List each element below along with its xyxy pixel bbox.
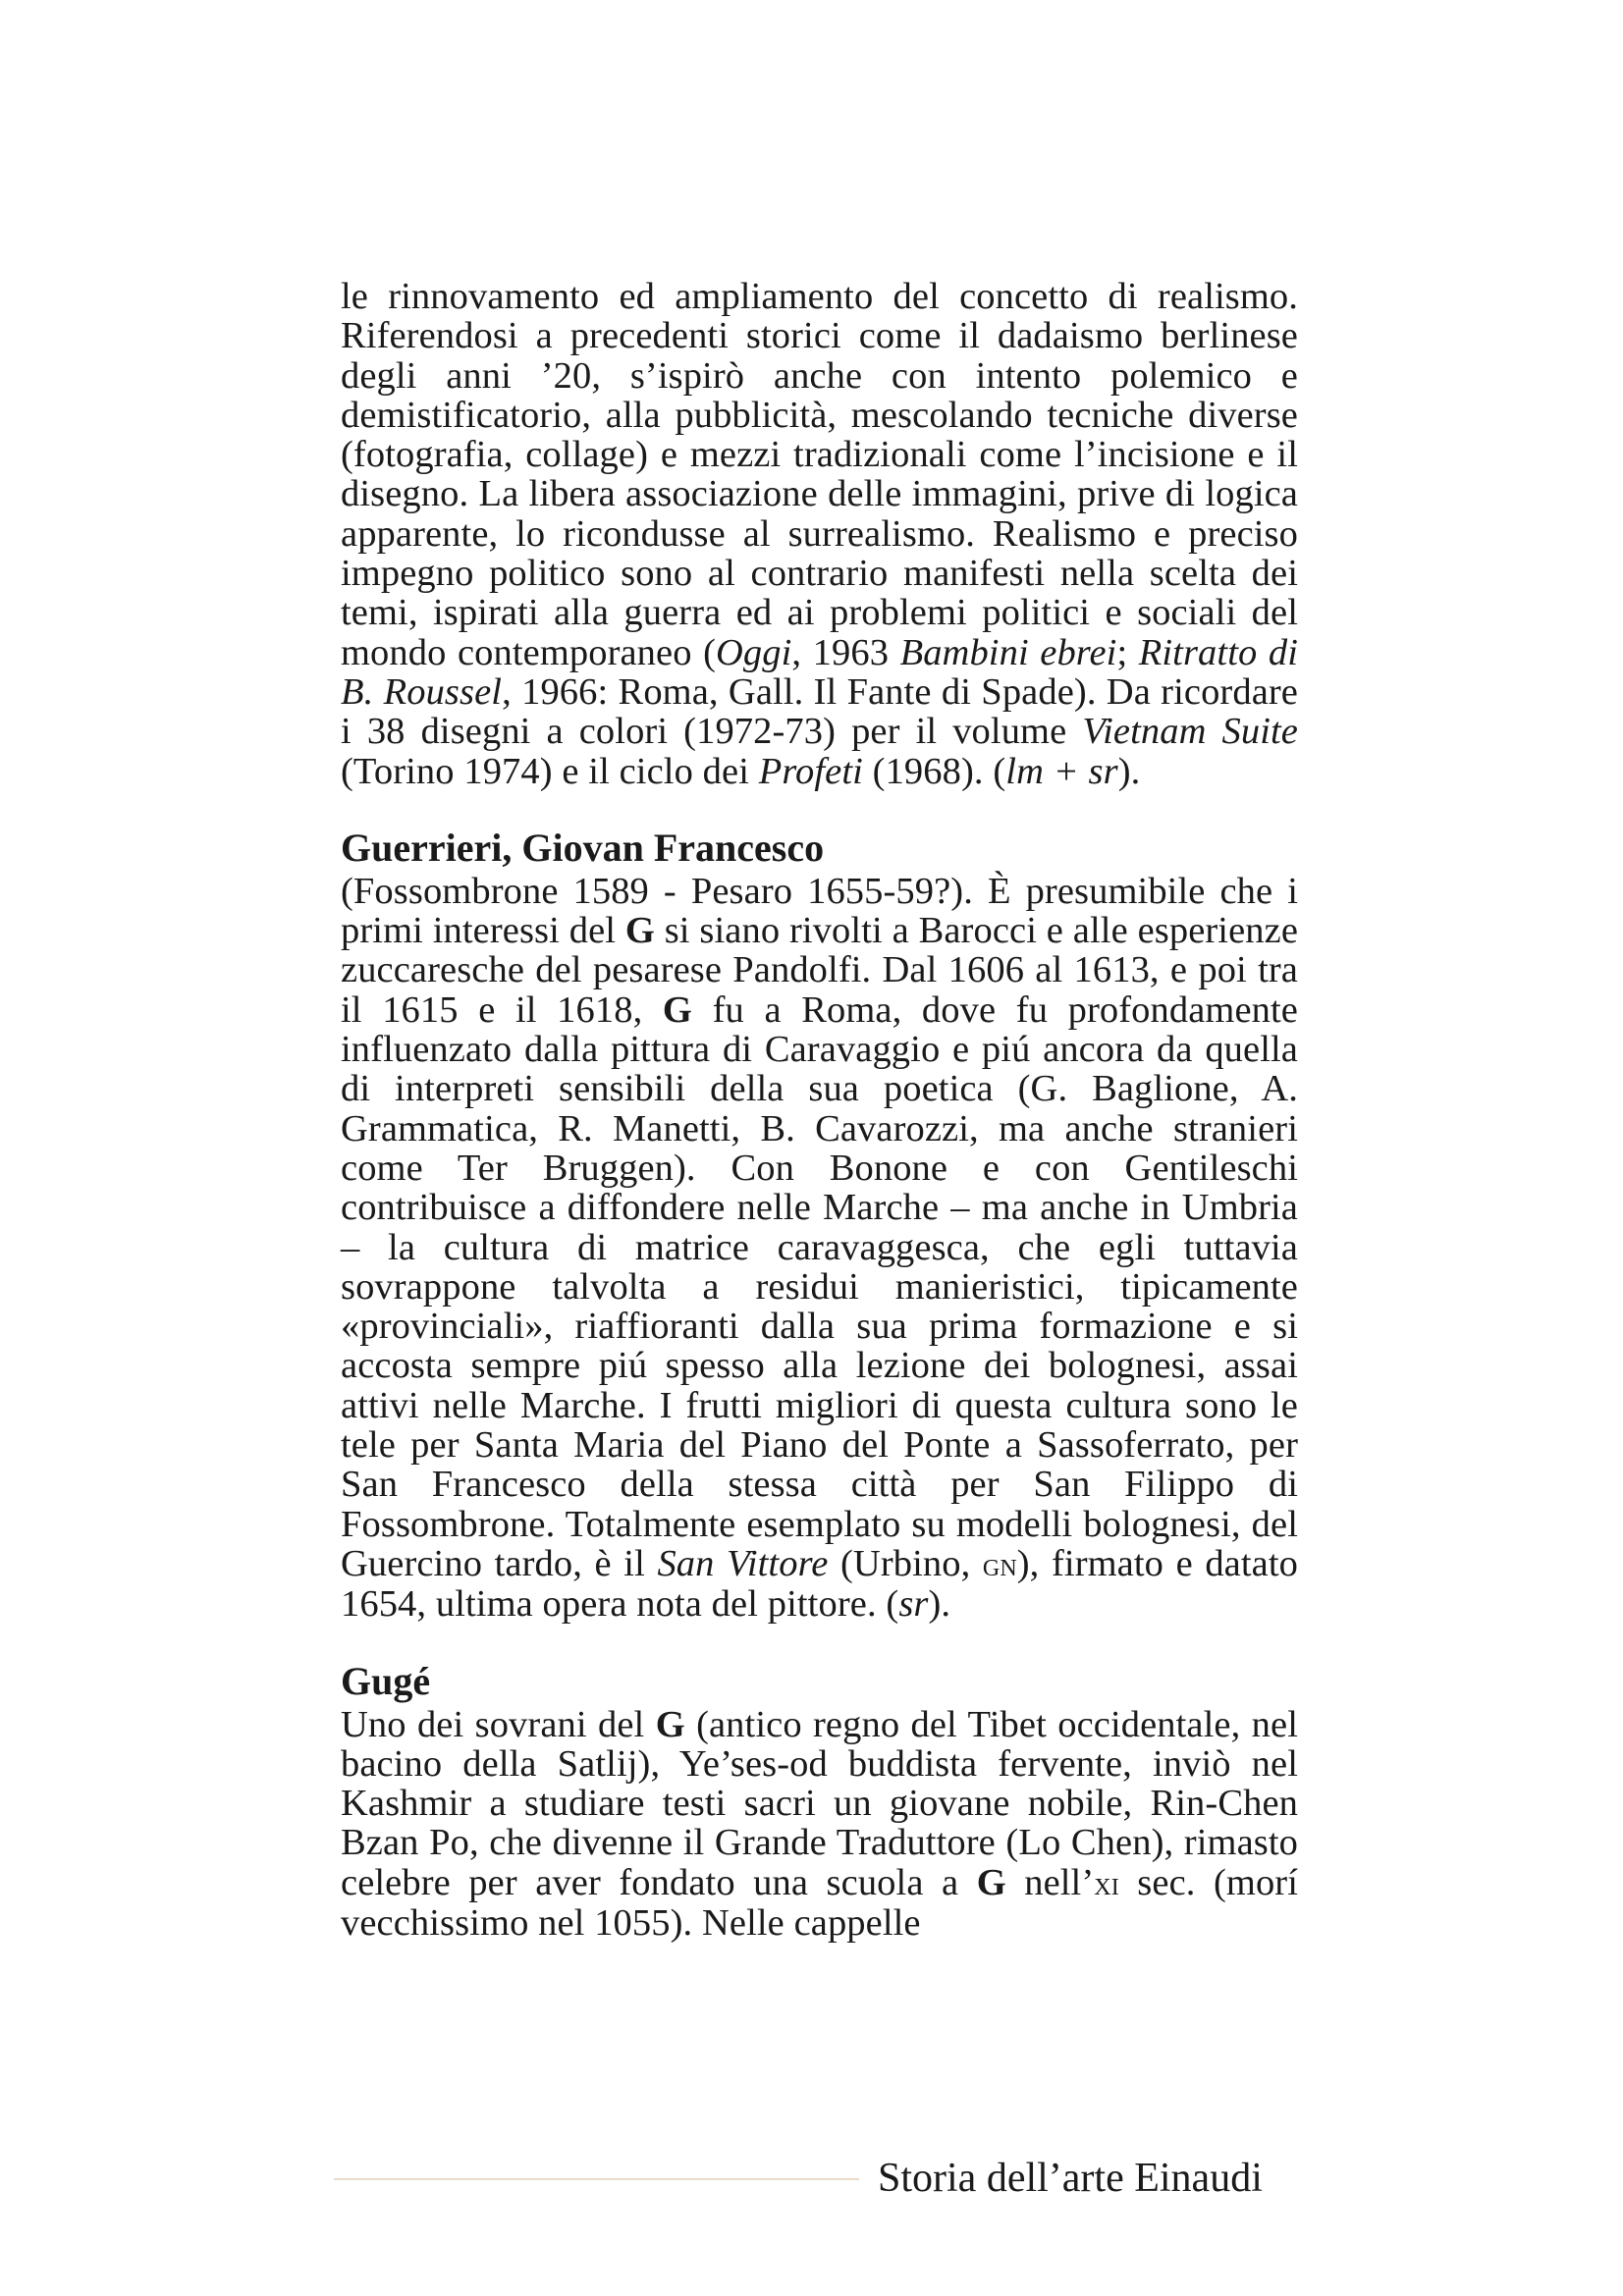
italic-text: Profeti bbox=[758, 750, 863, 792]
entry-text-guerrieri bbox=[341, 872, 1298, 1625]
text-run: le rinnovamento ed ampliamento del concetto di realismo. Riferendosi a precedenti storici come il dadaismo berlinese degli anni ’20, s’ispirò anche con intento polemico e demistificatorio, alla pubblicità, mescolando tecniche diverse (fotografia, collage) e mezzi tradizionali come l’incisione e il disegno. La libera associazione delle immagini, prive di logica apparente, lo ricondusse al surrealismo. Realismo e preciso impegno politico sono al contrario manifesti nella scelta dei temi, ispirati alla guerra ed ai problemi politici e sociali del mondo contemporaneo ( bbox=[341, 276, 1298, 673]
text-run: , 1963 bbox=[791, 631, 900, 673]
text-run: fu a Roma, dove fu profondamente influenzato dalla pittura di Caravaggio e piú ancora da quella di interpreti sensibili della sua poetica (G. Baglione, A. Grammatica, R. Manetti, B. Cavarozzi, ma anche stranieri come Ter Bruggen). Con Bonone e con Gentileschi contribuisce a diffondere nelle Marche – ma anche in Umbria – la cultura di matrice caravaggesca, che egli tuttavia sovrappone talvolta a residui manieristici, tipicamente «provinciali», riaffioranti dalla sua prima formazione e si accosta sempre piú spesso alla lezione dei bolognesi, assai attivi nelle Marche. I frutti migliori di questa cultura sono le tele per Santa Maria del Piano del Ponte a Sassoferrato, per San Francesco della stessa città per San Filippo di Fossombrone. Totalmente esemplato su modelli bolognesi, del Guercino tardo, è il bbox=[341, 988, 1298, 1584]
italic-text: Vietnam Suite bbox=[1082, 711, 1298, 753]
text-run: ). bbox=[928, 1583, 951, 1626]
italic-text: lm + sr bbox=[1005, 750, 1118, 792]
bold-text: G bbox=[976, 1861, 1006, 1903]
italic-text: Bambini ebrei bbox=[899, 631, 1117, 673]
text-run: Uno dei sovrani del bbox=[341, 1703, 656, 1745]
footer-divider bbox=[334, 2178, 859, 2180]
entry-continuation-text bbox=[341, 277, 1298, 791]
entry-text-guge bbox=[341, 1705, 1298, 1944]
page-body bbox=[341, 277, 1298, 1943]
text-run: sec. (morí vecchissimo nel 1055). Nelle cappelle bbox=[341, 1861, 1299, 1944]
text-run: ). bbox=[1117, 750, 1141, 792]
text-run: (Fossombrone 1589 - Pesaro 1655-59?). È presumibile che i primi interessi del bbox=[341, 870, 1298, 952]
italic-text: San Vittore bbox=[657, 1542, 829, 1584]
text-run: ), firmato e datato 1654, ultima opera nota del pittore. ( bbox=[341, 1542, 1298, 1626]
footer-publication-title: Storia dell’arte Einaudi bbox=[878, 2156, 1263, 2201]
bold-text: G bbox=[624, 910, 655, 952]
entry-title-guerrieri: Guerrieri, Giovan Francesco bbox=[341, 825, 825, 870]
italic-text: sr bbox=[898, 1583, 929, 1626]
italic-text: Ritratto di B. Roussel bbox=[341, 631, 1298, 713]
text-run: (1968). ( bbox=[862, 750, 1006, 792]
text-run: (antico regno del Tibet occidentale, nel bacino della Satlij), Ye’ses-od buddista fervente, inviò nel Kashmir a studiare testi sacri un giovane nobile, Rin-Chen Bzan Po, che divenne il Grande Traduttore (Lo Chen), rimasto celebre per aver fondato una scuola a bbox=[341, 1703, 1299, 1903]
text-run: ; bbox=[1116, 631, 1139, 673]
bold-text: G bbox=[655, 1703, 685, 1745]
entry-title-guge: Gugé bbox=[341, 1658, 431, 1703]
italic-text: Oggi bbox=[716, 631, 792, 673]
text-run: nell’ bbox=[1005, 1861, 1095, 1903]
text-run: , 1966: Roma, Gall. Il Fante di Spade). Da ricordare i 38 disegni a colori (1972-73) per il volume bbox=[341, 670, 1298, 753]
small-caps-text: gn bbox=[982, 1545, 1017, 1583]
small-caps-text: xi bbox=[1094, 1864, 1119, 1902]
text-run: (Urbino, bbox=[828, 1542, 983, 1584]
text-run: (Torino 1974) e il ciclo dei bbox=[341, 750, 759, 792]
text-run: si siano rivolti a Barocci e alle esperienze zuccaresche del pesarese Pandolfi. Dal 1606 al 1613, e poi tra il 1615 e il 1618, bbox=[341, 910, 1299, 1031]
bold-text: G bbox=[662, 988, 692, 1031]
